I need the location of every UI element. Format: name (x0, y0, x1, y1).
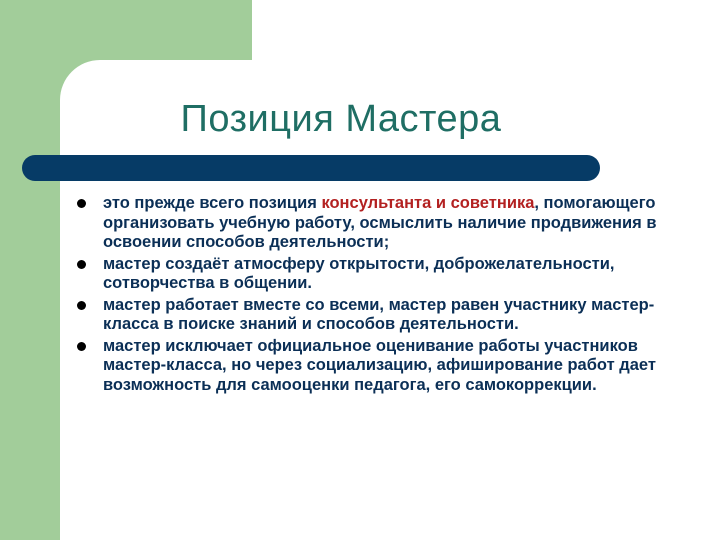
title-divider-bar (22, 155, 600, 181)
item-text-post: , помогающего организовать учебную работу, осмыслить наличие продвижения в освоении способов деятельности; (103, 194, 657, 251)
item-text: мастер работает вместе со всеми, мастер равен участнику мастер-класса в поиске знаний и способов деятельности. (103, 295, 655, 333)
decor-green-left-bar (0, 0, 60, 540)
list-item (76, 194, 676, 253)
item-text-highlight: консультанта и советника (321, 194, 535, 212)
bullet-icon (77, 199, 86, 208)
bullet-icon (77, 260, 86, 269)
item-text-pre: это прежде всего позиция (103, 194, 322, 212)
item-text: мастер исключает официальное оценивание работы участников мастер-класса, но через социализацию, афиширование работ дает возможность для самооценки педагога, его самокоррекции. (103, 336, 656, 394)
list-item (76, 255, 676, 294)
list-item (76, 296, 676, 335)
bullet-icon (77, 301, 86, 310)
list-item (76, 337, 676, 396)
slide-title: Позиция Мастера (180, 98, 502, 140)
bullet-icon (77, 342, 86, 351)
bullet-list (76, 194, 676, 397)
item-text: мастер создаёт атмосферу открытости, доброжелательности, сотворчества в общении. (103, 254, 615, 292)
